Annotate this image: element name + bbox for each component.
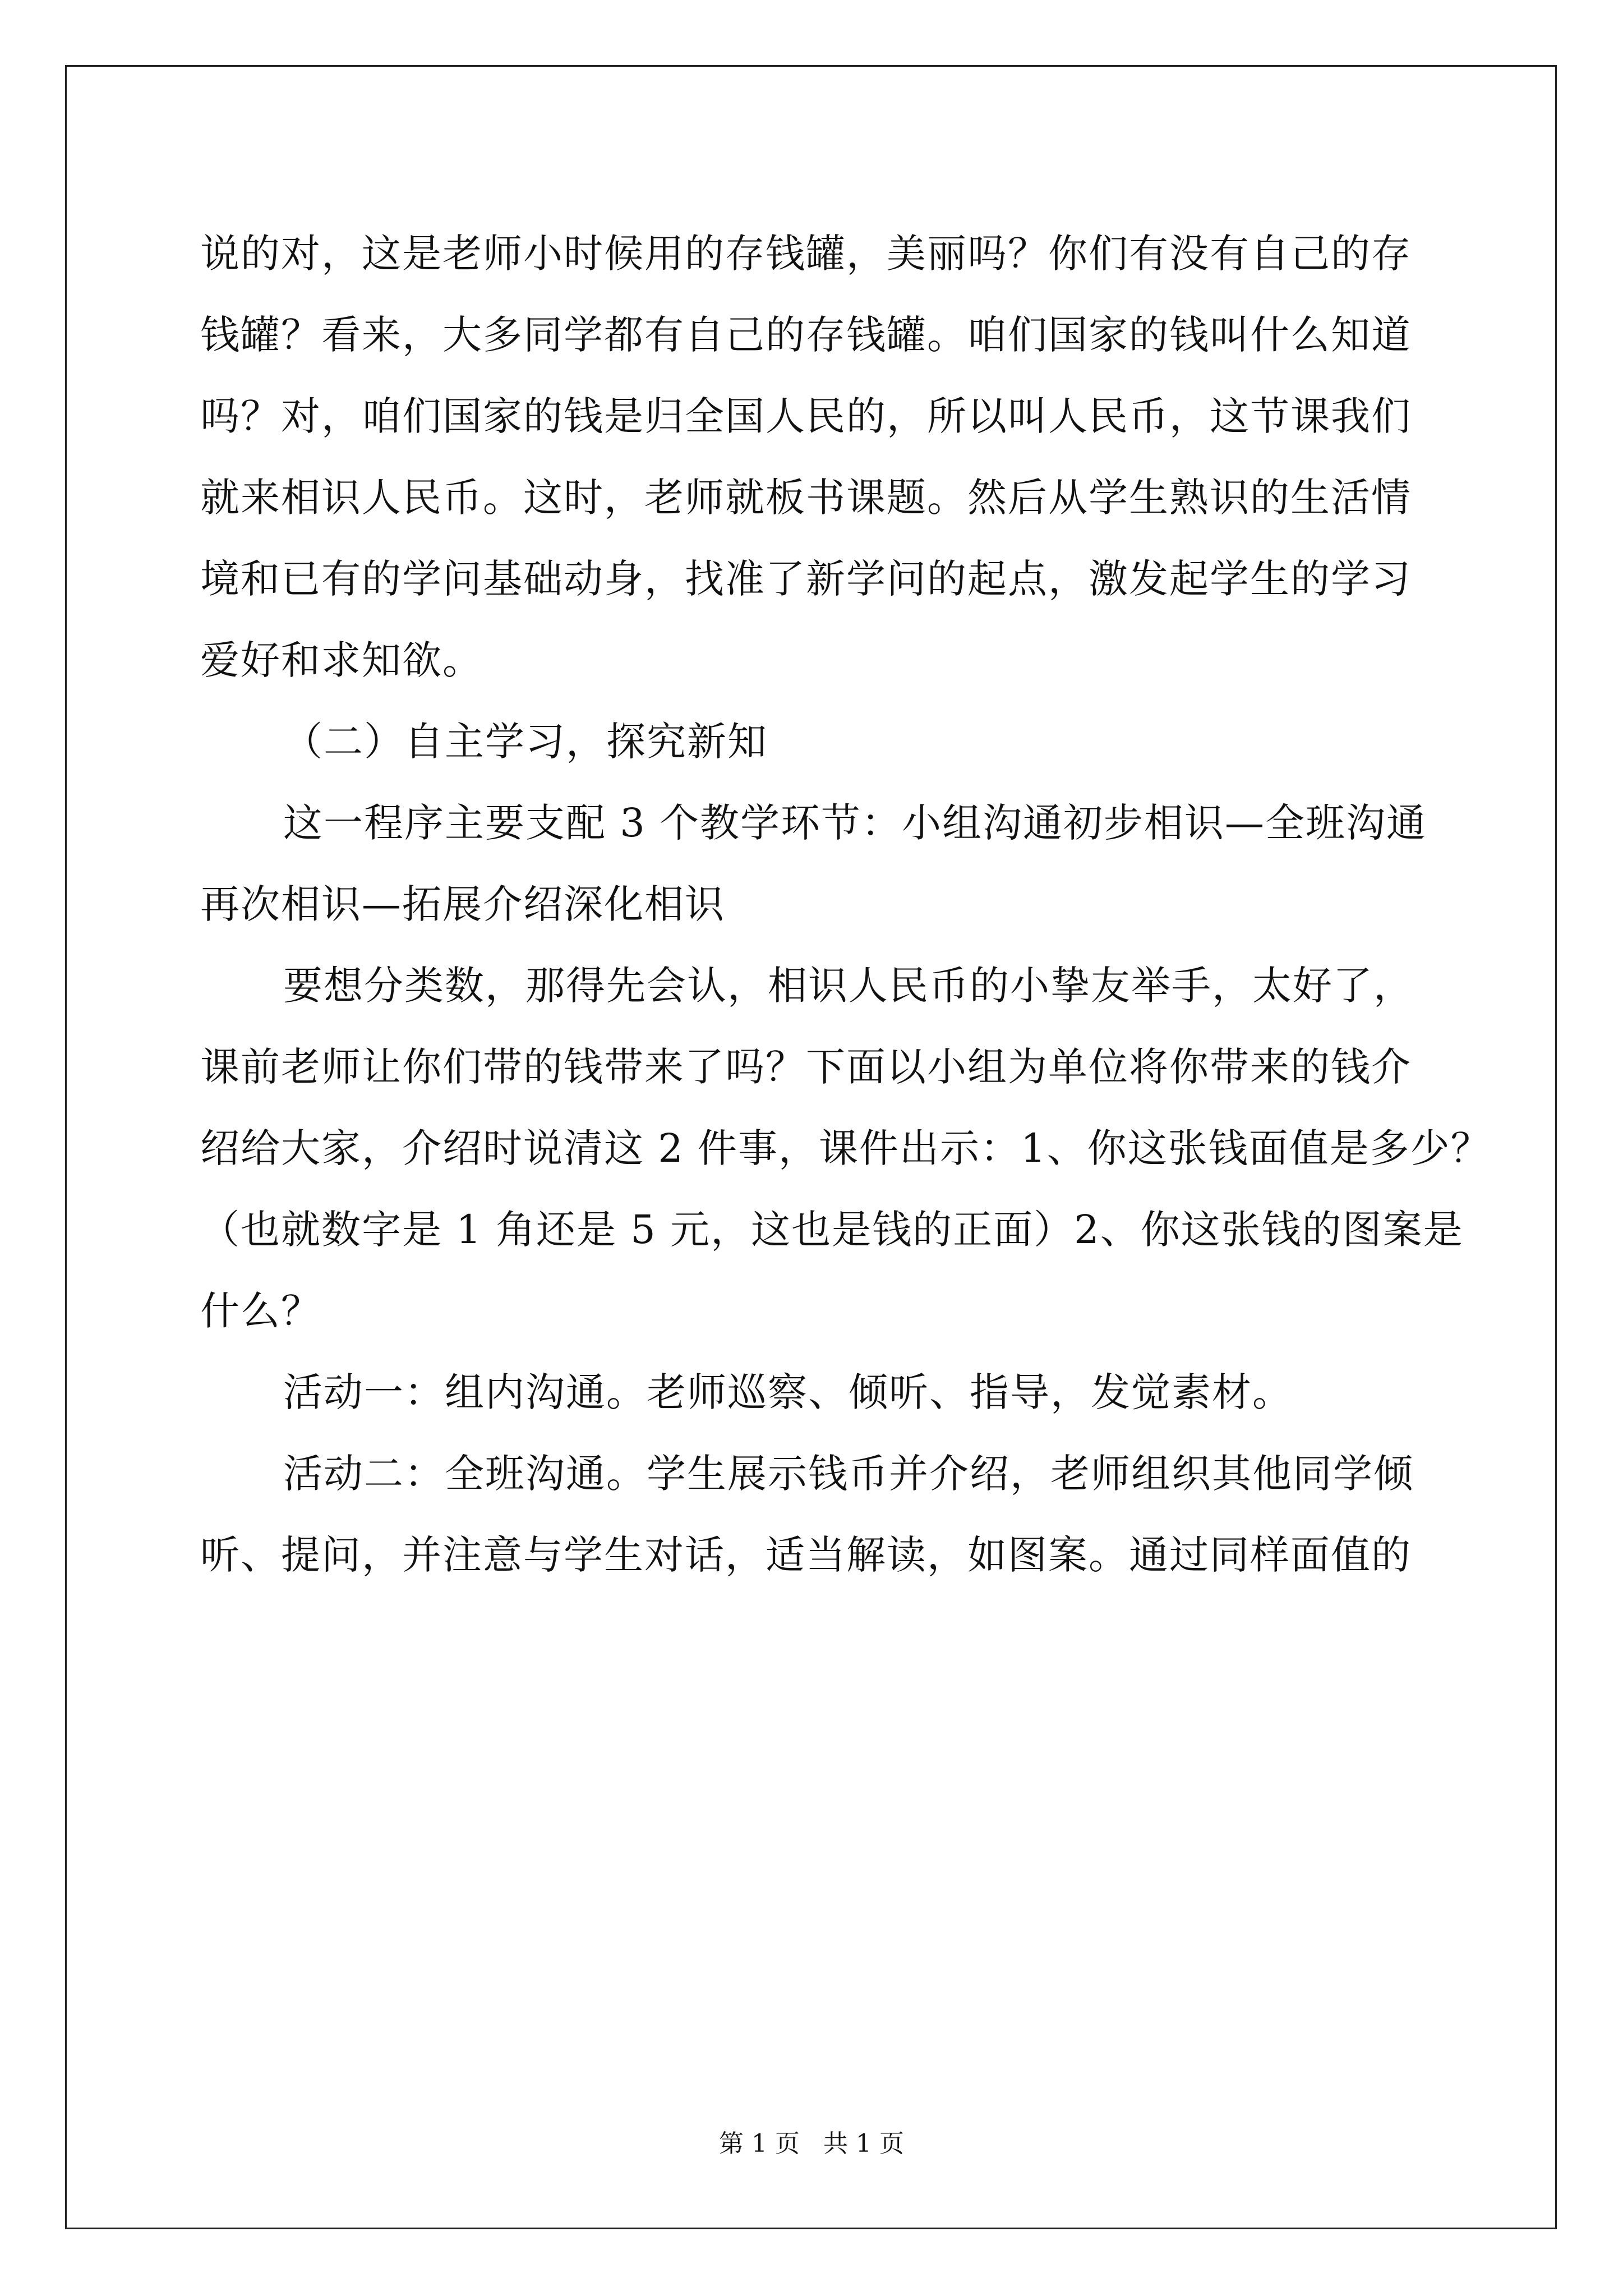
page-footer: 第 1 页 共 1 页	[719, 2129, 904, 2158]
text-line: 吗？对，咱们国家的钱是归全国人民的，所以叫人民币，这节课我们	[200, 393, 1412, 439]
paragraph-activity-2	[200, 1433, 1434, 1596]
heading-text: （二）自主学习，探究新知	[283, 719, 768, 765]
text-line: 什么？	[200, 1288, 321, 1334]
paragraph-intro	[200, 213, 1434, 701]
text-line: （也就数字是 1 角还是 5 元，这也是钱的正面）2、你这张钱的图案是	[200, 1207, 1464, 1253]
paragraph-classify	[200, 945, 1491, 1352]
text-line: 钱罐？看来，大多同学都有自己的存钱罐。咱们国家的钱叫什么知道	[200, 312, 1412, 358]
text-line: 境和已有的学问基础动身，找准了新学问的起点，激发起学生的学习	[200, 556, 1412, 602]
section-heading	[200, 701, 1434, 783]
text-line: 爱好和求知欲。	[200, 637, 483, 683]
text-line: 就来相识人民币。这时，老师就板书课题。然后从学生熟识的生活情	[200, 475, 1412, 521]
paragraph-procedure	[200, 783, 1434, 945]
text-line: 再次相识—拓展介绍深化相识	[200, 881, 725, 927]
text-line: 说的对，这是老师小时候用的存钱罐，美丽吗？你们有没有自己的存	[200, 231, 1412, 277]
text-line: 绍给大家，介绍时说清这 2 件事，课件出示：1、你这张钱面值是多少？	[200, 1125, 1491, 1171]
text-line: 听、提问，并注意与学生对话，适当解读，如图案。通过同样面值的	[200, 1532, 1412, 1578]
paragraph-activity-1	[200, 1352, 1434, 1433]
text-line: 课前老师让你们带的钱带来了吗？下面以小组为单位将你带来的钱介	[200, 1044, 1412, 1090]
document-body	[200, 213, 1491, 1596]
text-line: 活动二：全班沟通。学生展示钱币并介绍，老师组织其他同学倾	[283, 1451, 1414, 1497]
text-line: 要想分类数，那得先会认，相识人民币的小挚友举手，太好了，	[283, 963, 1414, 1009]
text-line: 活动一：组内沟通。老师巡察、倾听、指导，发觉素材。	[283, 1369, 1293, 1415]
text-line: 这一程序主要支配 3 个教学环节：小组沟通初步相识—全班沟通	[283, 800, 1427, 846]
